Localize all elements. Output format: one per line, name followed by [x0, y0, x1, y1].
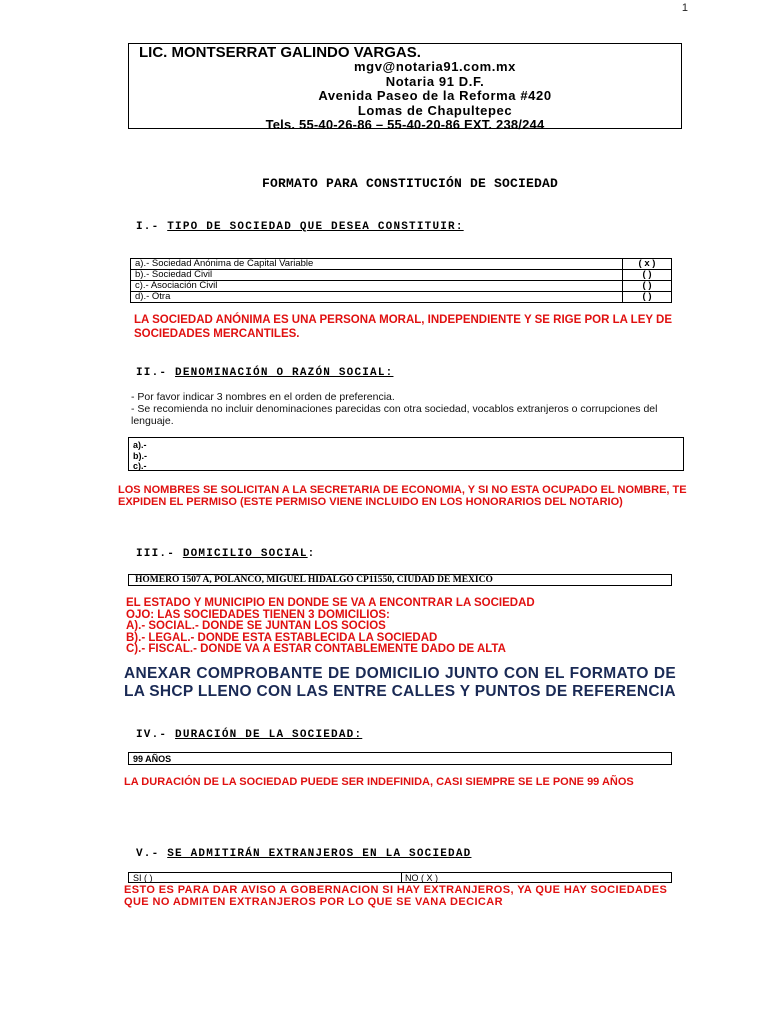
section-1-number: I.- — [136, 221, 160, 233]
section-2-note: LOS NOMBRES SE SOLICITAN A LA SECRETARIA DE ECONOMIA, Y SI NO ESTA OCUPADO EL NOMBRE, TE EXPIDEN EL PERMISO (ESTE PERMISO VIENE INCLUIDO EN LOS HONORARIOS DEL NOTARIO) — [118, 484, 687, 508]
notary-neighborhood: Lomas de Chapultepec — [357, 102, 513, 118]
domicile-note-line: EL ESTADO Y MUNICIPIO EN DONDE SE VA A ENCONTRAR LA SOCIEDAD — [126, 597, 535, 609]
section-5-heading — [136, 848, 471, 860]
name-slot-a: a).- — [133, 440, 147, 450]
section-4-heading — [136, 729, 362, 741]
notary-name: LIC. MONTSERRAT GALINDO VARGAS. — [139, 44, 421, 61]
section-3-number: III.- — [136, 548, 176, 560]
section-5-note: ESTO ES PARA DAR AVISO A GOBERNACION SI HAY EXTRANJEROS, YA QUE HAY SOCIEDADES QUE NO ADMITEN EXTRANJEROS POR LO QUE SE VANA DECICAR — [124, 884, 668, 908]
page-number: 1 — [681, 2, 688, 14]
instruction-line: - Por favor indicar 3 nombres en el orden de preferencia. — [131, 391, 395, 403]
duration-field[interactable]: 99 AÑOS — [128, 752, 672, 765]
option-label: a).- Sociedad Anónima de Capital Variable — [131, 259, 623, 270]
option-checkbox[interactable]: ( x ) — [623, 259, 672, 270]
section-3-title: DOMICILIO SOCIAL — [182, 548, 308, 560]
instruction-line: - Se recomienda no incluir denominaciones parecidas con otra sociedad, vocablos extranjeros o corrupciones del lenguaje. — [131, 403, 658, 427]
section-1-heading — [136, 221, 464, 233]
table-row — [131, 292, 672, 303]
section-1-title: TIPO DE SOCIEDAD QUE DESEA CONSTITUIR: — [167, 221, 464, 233]
section-2-title: DENOMINACIÓN O RAZÓN SOCIAL: — [175, 367, 394, 379]
domicile-note-line: C).- FISCAL.- DONDE VA A ESTAR CONTABLEMENTE DADO DE ALTA — [126, 643, 506, 655]
notary-street: Avenida Paseo de la Reforma #420 — [318, 88, 552, 103]
section-2-number: II.- — [136, 367, 168, 379]
document-title: FORMATO PARA CONSTITUCIÓN DE SOCIEDAD — [261, 176, 559, 191]
domicile-note-line: OJO: LAS SOCIEDADES TIENEN 3 DOMICILIOS: — [126, 608, 390, 621]
attach-proof-note: ANEXAR COMPROBANTE DE DOMICILIO JUNTO CON EL FORMATO DE LA SHCP LLENO CON LAS ENTRE CALLES Y PUNTOS DE REFERENCIA — [124, 665, 676, 700]
notary-header-box — [128, 43, 682, 132]
section-2-instructions — [131, 391, 691, 427]
address-field[interactable]: HOMERO 1507 A, POLANCO, MIGUEL HIDALGO CP11550, CIUDAD DE MEXICO — [128, 574, 672, 586]
divider — [401, 873, 402, 882]
notary-phones: Tels. 55-40-26-86 – 55-40-20-86 EXT. 238/244 — [265, 117, 545, 132]
section-4-number: IV.- — [136, 729, 168, 741]
notary-office: Notaria 91 D.F. — [385, 73, 485, 89]
section-2-heading — [136, 367, 393, 379]
domicile-note-line: A).- SOCIAL.- DONDE SE JUNTAN LOS SOCIOS — [126, 620, 386, 632]
section-5-title: SE ADMITIRÁN EXTRANJEROS EN LA SOCIEDAD — [167, 848, 472, 860]
section-4-note: LA DURACIÓN DE LA SOCIEDAD PUEDE SER INDEFINIDA, CASI SIEMPRE SE LE PONE 99 AÑOS — [124, 776, 634, 788]
foreigners-no-option[interactable]: NO ( X ) — [405, 873, 438, 883]
notary-contact-lines — [129, 60, 681, 133]
option-label: b).- Sociedad Civil — [131, 270, 623, 281]
foreigners-yes-option[interactable]: SI ( ) — [133, 873, 153, 883]
section-4-title: DURACIÓN DE LA SOCIEDAD: — [175, 729, 363, 741]
section-3-colon: : — [307, 548, 316, 560]
section-3-notes — [126, 598, 686, 656]
section-5-number: V.- — [136, 848, 160, 860]
table-row — [131, 281, 672, 292]
name-slot-c: c).- — [133, 461, 147, 471]
foreigners-choice-box — [128, 872, 672, 883]
domicile-note-line: B).- LEGAL.- DONDE ESTA ESTABLECIDA LA SOCIEDAD — [126, 631, 438, 644]
name-slot-b: b).- — [133, 450, 147, 461]
section-1-note: LA SOCIEDAD ANÓNIMA ES UNA PERSONA MORAL, INDEPENDIENTE Y SE RIGE POR LA LEY DE SOCIEDADES MERCANTILES. — [134, 314, 673, 340]
option-checkbox[interactable]: ( ) — [623, 281, 672, 292]
table-row — [131, 270, 672, 281]
option-checkbox[interactable]: ( ) — [623, 270, 672, 281]
society-type-table — [130, 258, 672, 303]
notary-email: mgv@notaria91.com.mx — [354, 59, 516, 74]
names-box[interactable] — [128, 437, 684, 471]
option-label: c).- Asociación Civil — [131, 281, 623, 292]
table-row — [131, 259, 672, 270]
option-checkbox[interactable]: ( ) — [623, 292, 672, 303]
section-3-heading — [136, 548, 315, 560]
option-label: d).- Otra — [131, 292, 623, 303]
